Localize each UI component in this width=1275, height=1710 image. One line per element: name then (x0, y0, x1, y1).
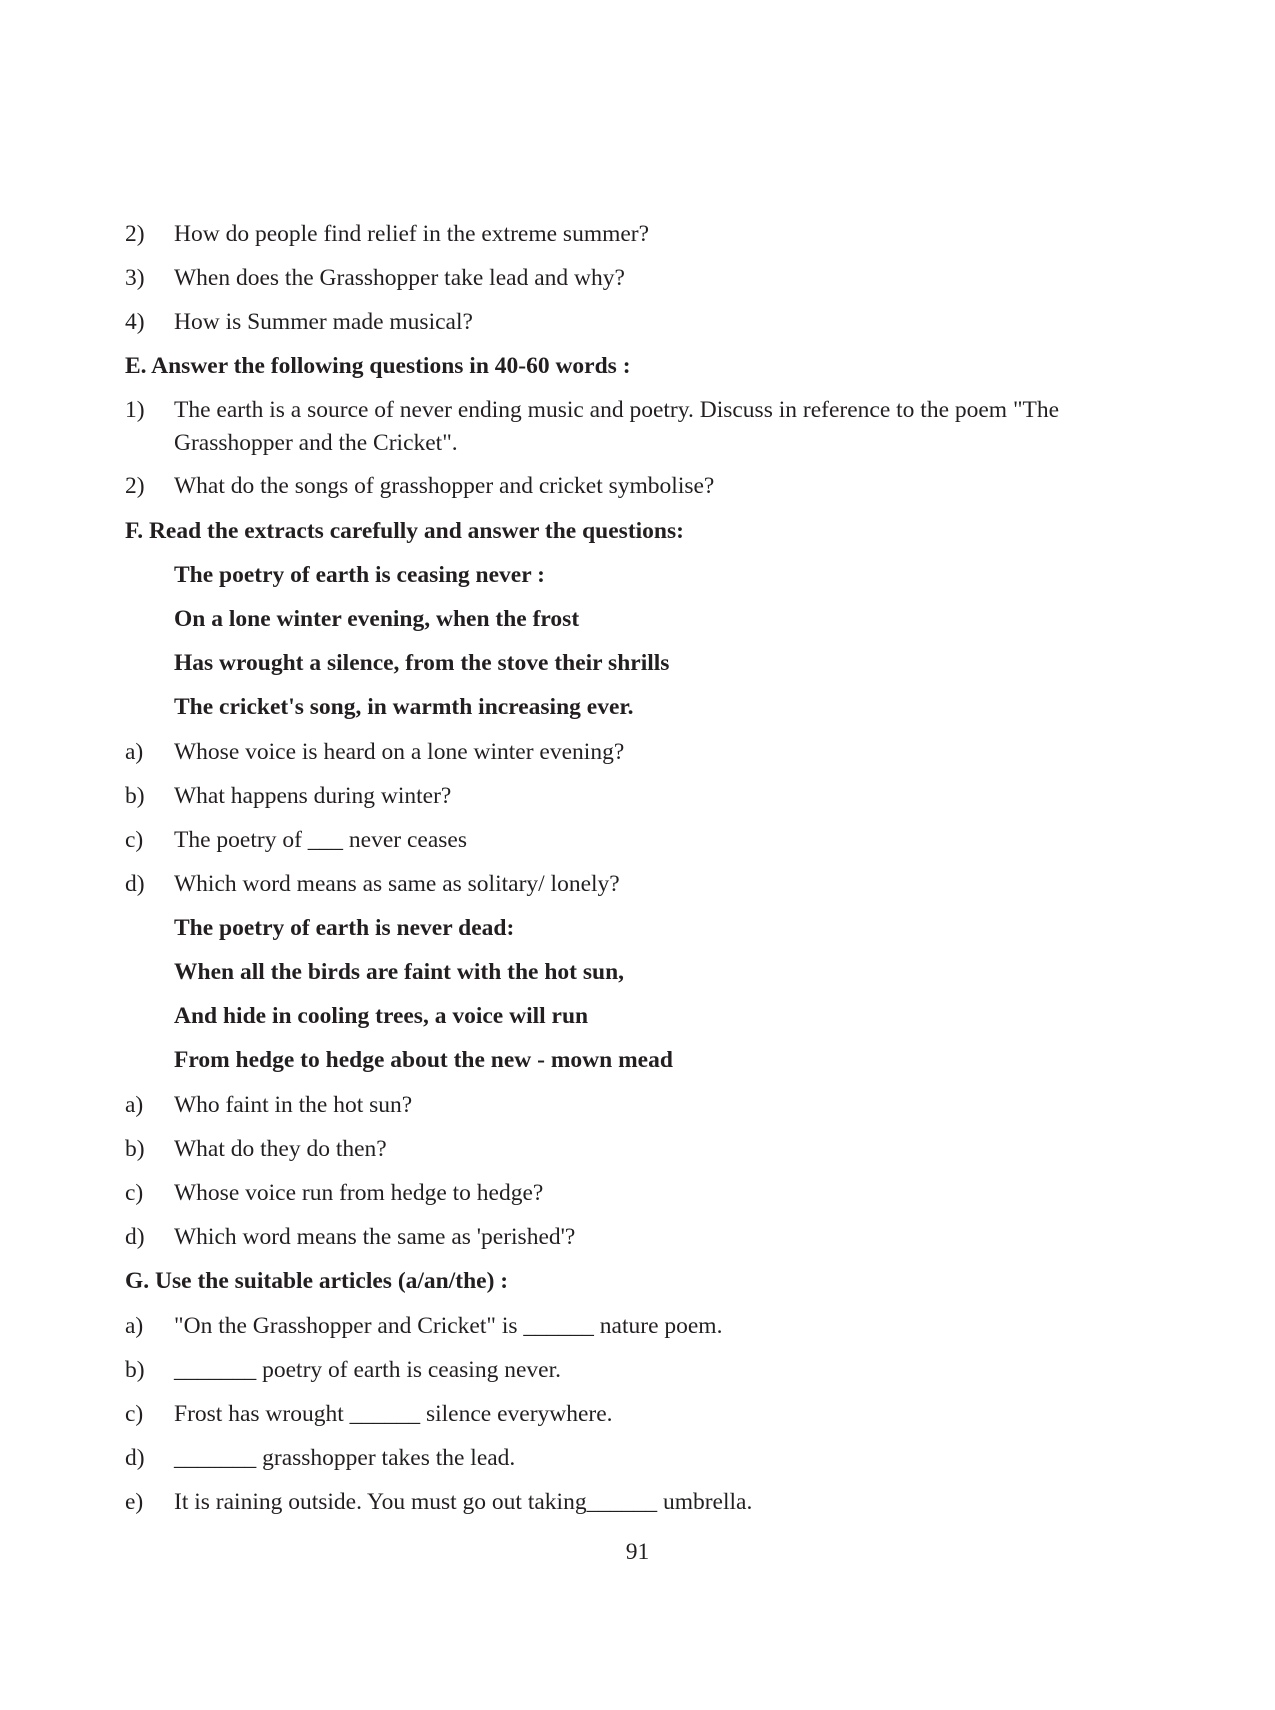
poem-line: The poetry of earth is never dead: (174, 915, 515, 941)
poem-line: The cricket's song, in warmth increasing ever. (174, 694, 634, 720)
question-number: d) (125, 871, 145, 897)
question-text: _______ grasshopper takes the lead. (174, 1445, 516, 1471)
question-text: "On the Grasshopper and Cricket" is ______ nature poem. (174, 1313, 723, 1339)
question-number: d) (125, 1224, 145, 1250)
question-text: How is Summer made musical? (174, 309, 473, 335)
question-number: b) (125, 1357, 145, 1383)
question-text: The earth is a source of never ending music and poetry. Discuss in reference to the poem "The Grasshopper and the Cricket". (174, 397, 1060, 456)
question-number: a) (125, 1313, 144, 1339)
question-number: 1) (125, 397, 145, 423)
question-text: The poetry of ___ never ceases (174, 827, 467, 853)
poem-line: And hide in cooling trees, a voice will run (174, 1003, 589, 1029)
section-g-heading: G. Use the suitable articles (a/an/the) : (125, 1268, 509, 1294)
poem-line: When all the birds are faint with the hot sun, (174, 959, 625, 985)
poem-line: From hedge to hedge about the new - mown mead (174, 1047, 673, 1073)
question-text: When does the Grasshopper take lead and why? (174, 265, 625, 291)
question-text: What do they do then? (174, 1136, 387, 1162)
question-number: e) (125, 1489, 144, 1515)
question-number: d) (125, 1445, 145, 1471)
poem-line: On a lone winter evening, when the frost (174, 606, 580, 632)
question-text: Which word means as same as solitary/ lonely? (174, 871, 620, 897)
question-text: It is raining outside. You must go out taking______ umbrella. (174, 1489, 753, 1515)
question-number: a) (125, 739, 144, 765)
question-text: Which word means the same as 'perished'? (174, 1224, 576, 1250)
question-number: b) (125, 1136, 145, 1162)
question-number: a) (125, 1092, 144, 1118)
question-number: b) (125, 783, 145, 809)
question-text: How do people find relief in the extreme summer? (174, 221, 650, 247)
question-text: Frost has wrought ______ silence everywhere. (174, 1401, 613, 1427)
question-text: What happens during winter? (174, 783, 452, 809)
question-text: Who faint in the hot sun? (174, 1092, 413, 1118)
question-number: c) (125, 1180, 144, 1206)
question-text: What do the songs of grasshopper and cricket symbolise? (174, 473, 715, 499)
question-text: Whose voice run from hedge to hedge? (174, 1180, 544, 1206)
question-number: 2) (125, 473, 145, 499)
question-number: 3) (125, 265, 145, 291)
question-number: c) (125, 1401, 144, 1427)
question-text: Whose voice is heard on a lone winter evening? (174, 739, 625, 765)
question-number: c) (125, 827, 144, 853)
section-e-heading: E. Answer the following questions in 40-60 words : (125, 353, 631, 379)
question-number: 4) (125, 309, 145, 335)
poem-line: Has wrought a silence, from the stove their shrills (174, 650, 670, 676)
poem-line: The poetry of earth is ceasing never : (174, 562, 545, 588)
page-number: 91 (625, 1539, 650, 1565)
question-text: _______ poetry of earth is ceasing never. (174, 1357, 561, 1383)
question-number: 2) (125, 221, 145, 247)
question-item (125, 394, 1165, 460)
section-f-heading: F. Read the extracts carefully and answer the questions: (125, 518, 684, 544)
